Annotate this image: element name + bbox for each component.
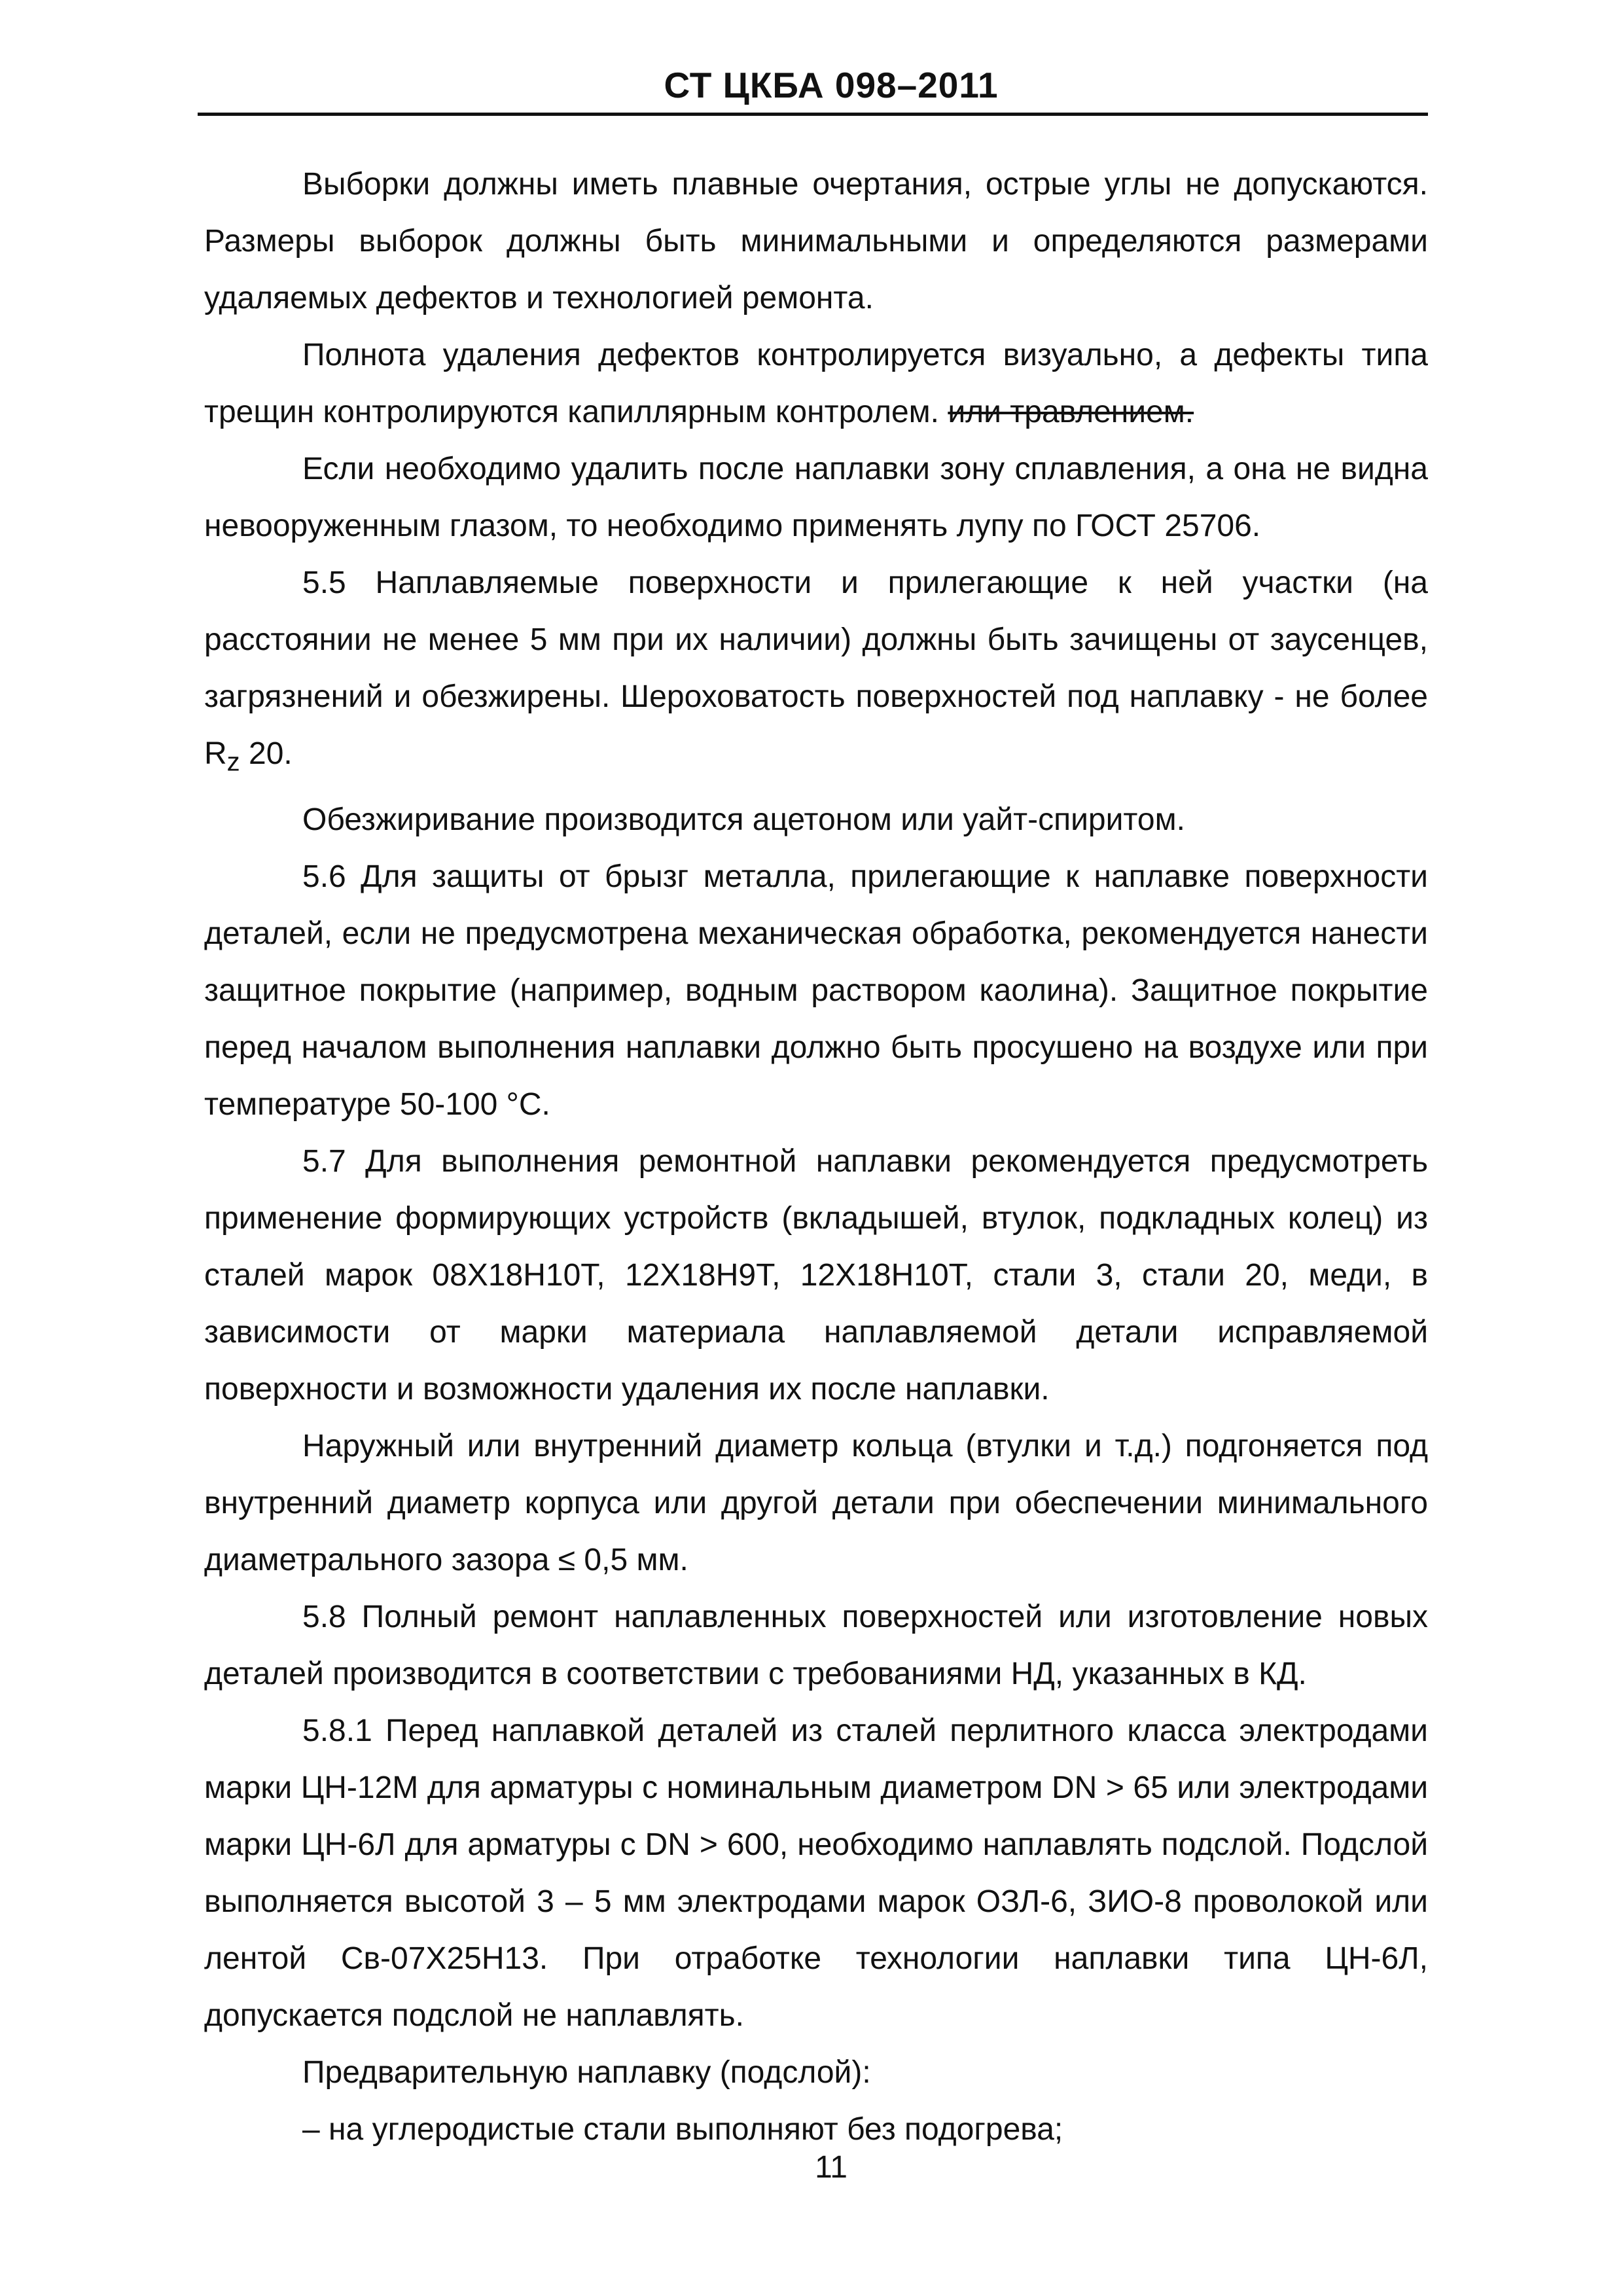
paragraph-defect-control xyxy=(204,327,1428,440)
paragraph-5-8-1: 5.8.1 Перед наплавкой деталей из сталей перлитного класса электродами марки ЦН-12М для арматуры с номинальным диаметром DN > 65 или электродами марки ЦН-6Л для арматуры с DN > 600, необходимо наплавлять подслой. Подслой выполняется высотой 3 – 5 мм электродами марок ОЗЛ-6, ЗИО-8 проволокой или лентой Св-07Х25Н13. При отработке технологии наплавки типа ЦН-6Л, допускается подслой не наплавлять. xyxy=(204,1713,1428,2033)
page-number: 11 xyxy=(815,2150,847,2185)
paragraph-underlayer: Предварительную наплавку (подслой): xyxy=(302,2054,871,2090)
paragraph-carbon-steel: – на углеродистые стали выполняют без подогрева; xyxy=(302,2111,1063,2147)
paragraph-degreasing: Обезжиривание производится ацетоном или уайт-спиритом. xyxy=(302,802,1185,837)
roughness-subscript: z xyxy=(226,747,240,777)
roughness-value: 20. xyxy=(249,736,293,771)
paragraph-5-5 xyxy=(204,554,1428,791)
paragraph-5-7: 5.7 Для выполнения ремонтной наплавки рекомендуется предусмотреть применение формирующих устройств (вкладышей, втулок, подкладных колец) из сталей марок 08Х18Н10Т, 12Х18Н9Т, 12Х18Н10Т, стали 3, стали 20, меди, в зависимости от марки материала наплавляемой детали исправляемой поверхности и возможности удаления их после наплавки. xyxy=(204,1143,1428,1407)
defect-control-text: Полнота удаления дефектов контролируется визуально, а дефекты типа трещин контролируются капиллярным контролем. xyxy=(204,338,1428,429)
struck-out-text: или травлением. xyxy=(948,395,1194,429)
document-header-title: СТ ЦКБА 098–2011 xyxy=(664,65,999,105)
header-rule xyxy=(198,113,1428,116)
paragraph-selections: Выборки должны иметь плавные очертания, острые углы не допускаются. Размеры выборок должны быть минимальными и определяются размерами удаляемых дефектов и технологией ремонта. xyxy=(204,167,1428,315)
paragraph-5-8: 5.8 Полный ремонт наплавленных поверхностей или изготовление новых деталей производится в соответствии с требованиями НД, указанных в КД. xyxy=(204,1599,1428,1691)
clause-5-5-text: 5.5 Наплавляемые поверхности и прилегающие к ней участки (на расстоянии не менее 5 мм при их наличии) должны быть зачищены от заусенцев, загрязнений и обезжирены. Шероховатость поверхностей под наплавку - не более R xyxy=(204,565,1428,771)
paragraph-5-6: 5.6 Для защиты от брызг металла, прилегающие к наплавке поверхности деталей, если не предусмотрена механическая обработка, рекомендуется нанести защитное покрытие (например, водным раствором каолина). Защитное покрытие перед началом выполнения наплавки должно быть просушено на воздухе или при температуре 50-100 °С. xyxy=(204,859,1428,1122)
paragraph-ring-diameter: Наружный или внутренний диаметр кольца (втулки и т.д.) подгоняется под внутренний диаметр корпуса или другой детали при обеспечении минимального диаметрального зазора ≤ 0,5 мм. xyxy=(204,1428,1428,1577)
body-text xyxy=(204,156,1428,2158)
paragraph-fusion-zone: Если необходимо удалить после наплавки зону сплавления, а она не видна невооруженным глазом, то необходимо применять лупу по ГОСТ 25706. xyxy=(204,452,1428,543)
